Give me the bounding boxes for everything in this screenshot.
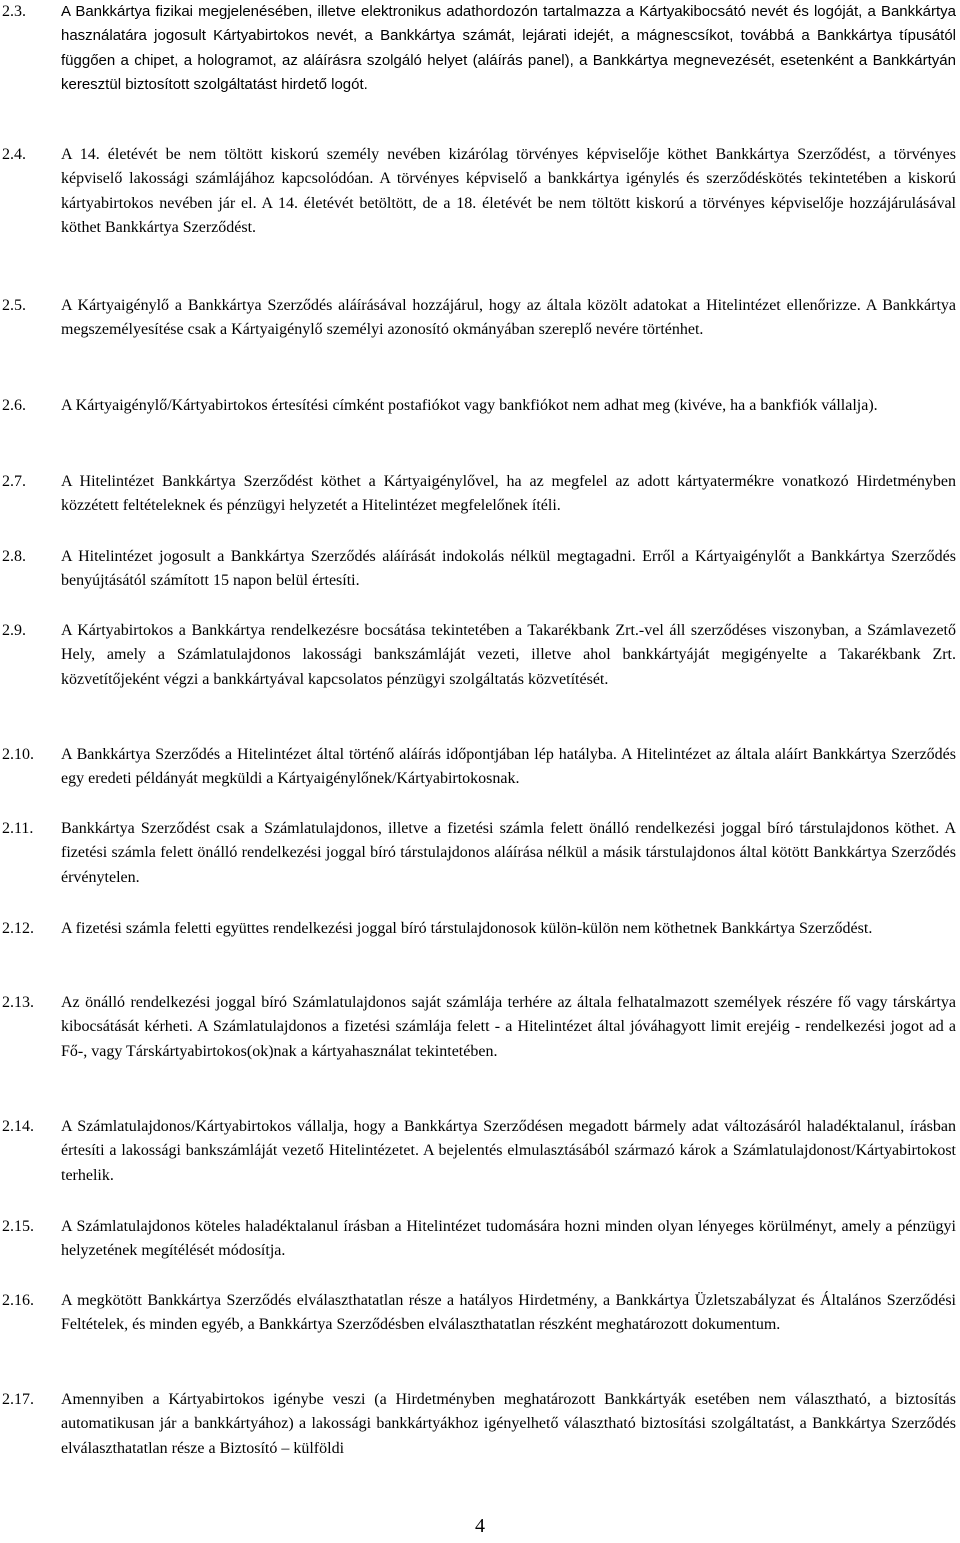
clause-2-4 bbox=[0, 143, 960, 240]
clause-number: 2.4. bbox=[2, 146, 26, 163]
page-number: 4 bbox=[475, 1515, 485, 1537]
clause-2-16 bbox=[0, 1289, 960, 1338]
clause-2-12 bbox=[0, 917, 960, 941]
clause-number: 2.9. bbox=[2, 622, 26, 639]
clause-2-14 bbox=[0, 1115, 960, 1188]
clause-2-7 bbox=[0, 470, 960, 519]
clause-number: 2.15. bbox=[2, 1218, 34, 1235]
clause-text: A Bankkártya Szerződés a Hitelintézet által történő aláírás időpontjában lép hatályba. A Hitelintézet az általa aláírt Bankkártya Szerződés egy eredeti példányát megküldi a Kártyaigénylőnek/Kártyabirtokosnak. bbox=[61, 746, 956, 788]
clause-number: 2.10. bbox=[2, 746, 34, 763]
clause-number: 2.8. bbox=[2, 548, 26, 565]
clause-number: 2.17. bbox=[2, 1391, 34, 1408]
clause-text: A megkötött Bankkártya Szerződés elválaszthatatlan része a hatályos Hirdetmény, a Bankkártya Üzletszabályzat és Általános Szerződési Feltételek, és minden egyéb, a Bankkártya Szerződésben elválaszthatatlan részként meghatározott dokumentum. bbox=[61, 1292, 956, 1334]
clause-text: A Hitelintézet jogosult a Bankkártya Szerződés aláírását indokolás nélkül megtagadni. Erről a Kártyaigénylőt a Bankkártya Szerződés benyújtásától számított 15 napon belül értesíti. bbox=[61, 548, 956, 590]
clause-2-13 bbox=[0, 991, 960, 1064]
clause-number: 2.14. bbox=[2, 1118, 34, 1135]
clause-text: A fizetési számla feletti együttes rendelkezési joggal bíró társtulajdonosok külön-külön nem köthetnek Bankkártya Szerződést. bbox=[61, 920, 873, 937]
clause-2-17 bbox=[0, 1388, 960, 1461]
clause-2-5 bbox=[0, 294, 960, 343]
clause-text: Bankkártya Szerződést csak a Számlatulajdonos, illetve a fizetési számla felett önálló rendelkezési joggal bíró társtulajdonos köthet. A fizetési számla felett önálló rendelkezési joggal bíró társtulajdonos aláírása nélkül a másik társtulajdonos által kötött Bankkártya Szerződés érvénytelen. bbox=[61, 820, 956, 886]
clause-text: A Kártyabirtokos a Bankkártya rendelkezésre bocsátása tekintetében a Takarékbank Zrt.-vel áll szerződéses viszonyban, a Számlavezető Hely, amely a Számlatulajdonos lakossági bankszámláját vezeti, illetve ahol bankkártyáját megigényelte a Takarékbank Zrt. közvetítőjeként végzi a bankkártyával kapcsolatos pénzügyi szolgáltatás közvetítését. bbox=[61, 622, 956, 688]
clause-number: 2.12. bbox=[2, 920, 34, 937]
clause-number: 2.13. bbox=[2, 994, 34, 1011]
clause-2-11 bbox=[0, 817, 960, 890]
clause-number: 2.5. bbox=[2, 297, 26, 314]
clause-number: 2.7. bbox=[2, 473, 26, 490]
clause-text: A Számlatulajdonos/Kártyabirtokos vállalja, hogy a Bankkártya Szerződésen megadott bármely adat változásáról haladéktalanul, írásban értesíti a lakossági bankszámláját vezető Hitelintézetet. A bejelentés elmulasztásából származó károk a Számlatulajdonost/Kártyabirtokost terhelik. bbox=[61, 1118, 956, 1184]
clause-2-6 bbox=[0, 394, 960, 418]
clause-text: A 14. életévét be nem töltött kiskorú személy nevében kizárólag törvényes képviselője köthet Bankkártya Szerződést, a törvényes képviselő lakossági számlájához kapcsolódóan. A törvényes képviselő a bankkártya igénylés és szerződéskötés tekintetében a kiskorú kártyabirtokos nevében jár el. A 14. életévét betöltött, de a 18. életévét be nem töltött kiskorú a törvényes képviselője hozzájárulásával köthet Bankkártya Szerződést. bbox=[61, 146, 956, 236]
clause-text: A Kártyaigénylő a Bankkártya Szerződés aláírásával hozzájárul, hogy az általa közölt adatokat a Hitelintézet ellenőrizze. A Bankkártya megszemélyesítése csak a Kártyaigénylő személyi azonosító okmányában szereplő nevére történhet. bbox=[61, 297, 956, 339]
clause-2-9 bbox=[0, 619, 960, 692]
clause-text: A Hitelintézet Bankkártya Szerződést köthet a Kártyaigénylővel, ha az megfelel az adott kártyatermékre vonatkozó Hirdetményben közzétett feltételeknek és pénzügyi helyzetét a Hitelintézet megfelelőnek ítéli. bbox=[61, 473, 956, 515]
clause-text: A Bankkártya fizikai megjelenésében, illetve elektronikus adathordozón tartalmazza a Kártyakibocsátó nevét és logóját, a Bankkártya használatára jogosult Kártyabirtokos nevét, a Bankkártya számát, lejárati idejét, a mágnescsíkot, továbbá a Bankkártya típusától függően a chipet, a hologramot, az aláírásra szolgáló helyet (aláírás panel), a Bankkártya megnevezését, esetenként a Bankkártyán keresztül biztosított szolgáltatást hirdető logót. bbox=[61, 3, 956, 93]
clause-2-10 bbox=[0, 743, 960, 792]
clause-number: 2.11. bbox=[2, 820, 34, 837]
clause-2-3 bbox=[0, 0, 960, 97]
clause-text: A Kártyaigénylő/Kártyabirtokos értesítési címként postafiókot vagy bankfiókot nem adhat meg (kivéve, ha a bankfiók vállalja). bbox=[61, 397, 878, 414]
clause-number: 2.16. bbox=[2, 1292, 34, 1309]
clause-number: 2.6. bbox=[2, 397, 26, 414]
clause-2-8 bbox=[0, 545, 960, 594]
clause-text: A Számlatulajdonos köteles haladéktalanul írásban a Hitelintézet tudomására hozni minden olyan lényeges körülményt, amely a pénzügyi helyzetének megítélését módosítja. bbox=[61, 1218, 956, 1260]
clause-text: Amennyiben a Kártyabirtokos igénybe veszi (a Hirdetményben meghatározott Bankkártyák esetében nem választható, a biztosítás automatikusan jár a bankkártyához) a lakossági bankkártyákhoz igényelhető választható biztosítási szolgáltatást, a Bankkártya Szerződés elválaszthatatlan része a Biztosító – külföldi bbox=[61, 1391, 956, 1457]
clause-text: Az önálló rendelkezési joggal bíró Számlatulajdonos saját számlája terhére az általa felhatalmazott személyek részére fő vagy társkártya kibocsátását kérheti. A Számlatulajdonos a fizetési számlája felett - a Hitelintézet által jóváhagyott limit erejéig - rendelkezési jogot ad a Fő-, vagy Társkártyabirtokos(ok)nak a kártyahasználat tekintetében. bbox=[61, 994, 956, 1060]
clause-2-15 bbox=[0, 1215, 960, 1264]
clause-number: 2.3. bbox=[2, 3, 26, 20]
